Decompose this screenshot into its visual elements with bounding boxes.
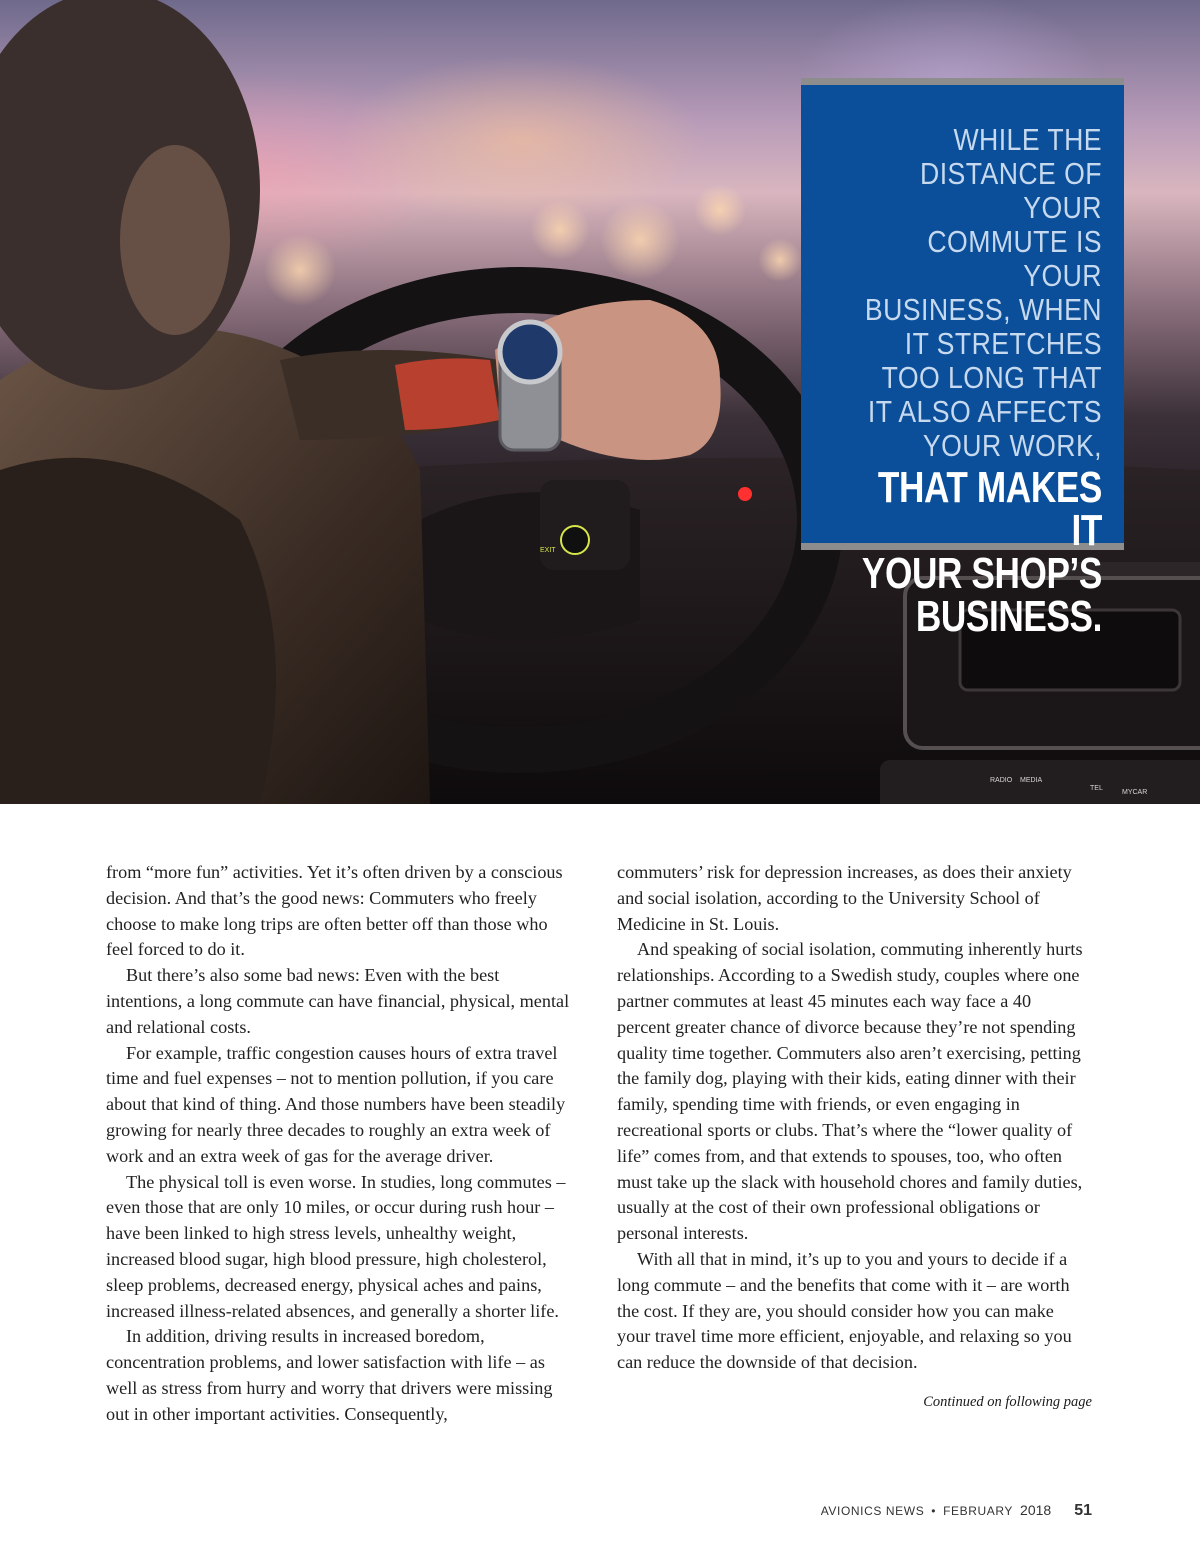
paragraph: And speaking of social isolation, commuting inherently hurts relationships. According to a Swedish study, couples where one partner commutes at least 45 minutes each way face a 40 percent greater chance of divorce because they’re not spending quality time together. Commuters also aren’t exercising, petting the family dog, playing with their kids, eating dinner with their family, spending time with friends, or even engaging in recreational sports or clubs. That’s where the “lower quality of life” comes from, and that extends to spouses, too, who often must take up the slack with household chores and family duties, usually at the cost of their own professional obligations or personal interests. (617, 939, 1083, 1244)
article-column-left (106, 860, 574, 1428)
continued-note: Continued on following page (923, 1394, 1092, 1410)
issue-year: 2018 (1020, 1502, 1052, 1518)
footer-separator: • (931, 1504, 937, 1518)
dashboard-label-tel: TEL (1090, 785, 1103, 792)
pull-quote-light-text: WHILE THE DISTANCE OF YOUR COMMUTE IS YOUR BUSINESS, WHEN IT STRETCHES TOO LONG THAT IT ALSO AFFECTS YOUR WORK, (864, 122, 1102, 463)
paragraph: But there’s also some bad news: Even with the best intentions, a long commute can have financial, physical, mental and relational costs. (106, 965, 570, 1037)
pull-quote-box (801, 78, 1124, 641)
paragraph: For example, traffic congestion causes hours of extra travel time and fuel expenses – not to mention pollution, if you care about that kind of thing. And those numbers have been steadily growing for nearly three decades to roughly an extra week of work and an extra week of gas for the average driver. (106, 1042, 566, 1166)
issue-month: FEBRUARY (943, 1504, 1014, 1518)
publication-name: AVIONICS NEWS (820, 1504, 925, 1518)
dashboard-label-radio: RADIO (990, 777, 1013, 784)
dashboard-label-mycar: MYCAR (1122, 789, 1148, 796)
paragraph: commuters’ risk for depression increases, as does their anxiety and social isolation, according to the University School of Medicine in St. Louis. (617, 862, 1072, 934)
pull-quote-bold-text: THAT MAKES IT YOUR SHOP’S BUSINESS. (861, 463, 1102, 641)
dashboard-label-media: MEDIA (1020, 777, 1043, 784)
paragraph: The physical toll is even worse. In studies, long commutes – even those that are only 10 miles, or occur during rush hour – have been linked to high stress levels, unhealthy weight, increased blood sugar, high blood pressure, high cholesterol, sleep problems, decreased energy, physical aches and pains, increased illness-related absences, and generally a shorter life. (106, 1171, 566, 1321)
pull-quote-text (801, 122, 1102, 641)
paragraph: from “more fun” activities. Yet it’s often driven by a conscious decision. And that’s the good news: Commuters who freely choose to make long trips are often better off than those who feel forced to do it. (106, 862, 563, 960)
dashboard-label-exit: EXIT (540, 547, 556, 554)
article-column-right (617, 860, 1085, 1376)
page-footer (821, 1502, 1092, 1520)
paragraph: With all that in mind, it’s up to you and yours to decide if a long commute – and the benefits that come with it – are worth the cost. If they are, you should consider how you can make your travel time more efficient, enjoyable, and relaxing so you can reduce the downside of that decision. (617, 1248, 1072, 1373)
page-number: 51 (1074, 1502, 1092, 1519)
paragraph: In addition, driving results in increased boredom, concentration problems, and lower satisfaction with life – as well as stress from hurry and worry that drivers were missing out in other important activities. Consequently, (106, 1326, 553, 1424)
